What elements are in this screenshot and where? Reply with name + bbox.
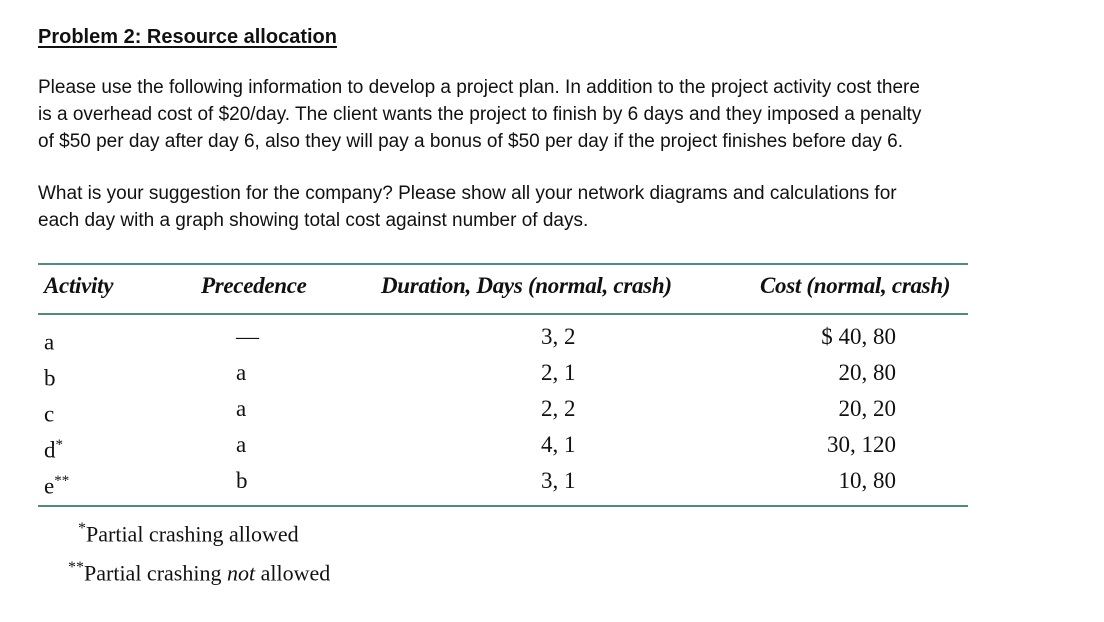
problem-heading: Problem 2: Resource allocation <box>38 26 337 48</box>
activity-table <box>38 263 968 507</box>
table-row-activity <box>44 464 69 504</box>
footnote-mark: * <box>78 520 86 537</box>
table-row-cost: 10, 80 <box>838 468 896 493</box>
table-row-duration: 2, 2 <box>541 396 576 421</box>
intro-line-2: is a overhead cost of $20/day. The client wants the project to finish by 6 days and they imposed a penalty <box>38 104 922 125</box>
table-row-activity <box>44 356 56 396</box>
footnote-partial-not-allowed <box>68 551 330 590</box>
table-row-activity <box>44 320 54 360</box>
table-row-cost: $ 40, 80 <box>821 324 896 349</box>
intro-paragraph <box>38 74 1078 155</box>
footnote-mark: ** <box>68 559 84 577</box>
activity-letter: e <box>44 473 55 499</box>
precedence-value: a <box>236 396 247 421</box>
table-row-duration: 3, 1 <box>541 468 576 493</box>
table-row-duration: 4, 1 <box>541 432 576 457</box>
activity-letter: b <box>44 365 56 391</box>
activity-mark: ** <box>54 473 70 489</box>
intro-line-1: Please use the following information to develop a project plan. In addition to the project activity cost there <box>38 77 920 98</box>
activity-letter: a <box>44 329 55 355</box>
table-bottom-rule <box>38 505 968 507</box>
header-precedence: Precedence <box>201 273 307 298</box>
activity-letter: d <box>44 437 56 463</box>
table-row-cost: 20, 80 <box>838 360 896 385</box>
footnote-text: Partial crashing allowed <box>86 521 299 547</box>
table-footnotes <box>68 512 331 591</box>
table-header-rule <box>38 313 968 315</box>
table-top-rule <box>38 263 968 265</box>
table-row-cost: 30, 120 <box>827 432 896 457</box>
intro-line-3: of $50 per day after day 6, also they will pay a bonus of $50 per day if the project finishes before day 6. <box>38 131 904 152</box>
footnote-text: Partial crashing not allowed <box>84 560 331 586</box>
precedence-value: a <box>236 432 247 457</box>
question-line-2: each day with a graph showing total cost against number of days. <box>38 210 589 231</box>
table-row-duration: 2, 1 <box>541 360 576 385</box>
footnote-partial-allowed <box>78 512 330 551</box>
precedence-value: — <box>236 324 259 349</box>
table-row-activity <box>44 428 63 468</box>
header-activity: Activity <box>44 273 114 298</box>
table-row-duration: 3, 2 <box>541 324 576 349</box>
header-duration: Duration, Days (normal, crash) <box>381 273 672 298</box>
header-cost: Cost (normal, crash) <box>760 273 951 298</box>
question-line-1: What is your suggestion for the company? Please show all your network diagrams and calculations for <box>38 183 897 204</box>
precedence-value: a <box>236 360 247 385</box>
table-row-cost: 20, 20 <box>838 396 896 421</box>
activity-letter: c <box>44 401 55 427</box>
table-row-activity <box>44 392 54 432</box>
precedence-value: b <box>236 468 248 493</box>
question-paragraph <box>38 180 1078 234</box>
activity-mark: * <box>55 437 63 453</box>
